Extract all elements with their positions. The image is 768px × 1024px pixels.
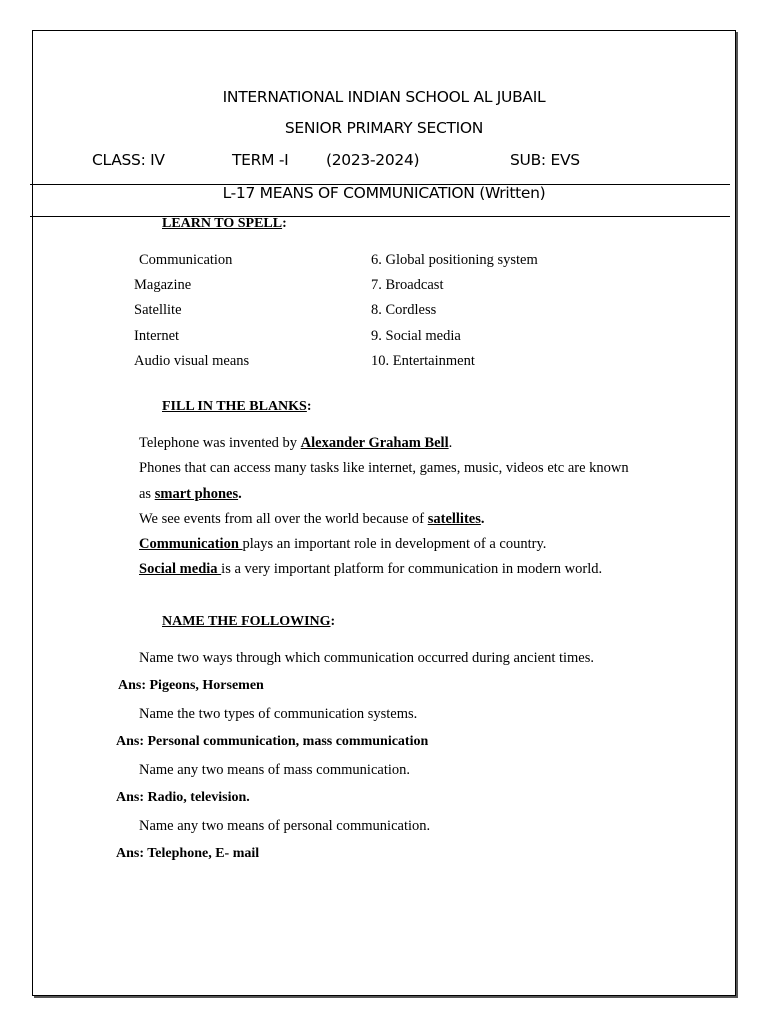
spell-word: 7. Broadcast — [371, 277, 444, 293]
term-label: TERM -I — [232, 151, 289, 169]
section-name: SENIOR PRIMARY SECTION — [284, 119, 484, 137]
class-label: CLASS: IV — [92, 151, 165, 169]
answer: Ans: Personal communication, mass communication — [116, 734, 429, 749]
blank-answer: Social media — [139, 561, 222, 577]
question: Name two ways through which communication occurred during ancient times. — [139, 650, 595, 666]
blank-answer: smart phones — [154, 486, 239, 502]
spell-word: 9. Social media — [371, 328, 461, 344]
subject-label: SUB: EVS — [510, 151, 580, 169]
lesson-divider — [30, 216, 730, 217]
blanks-heading: FILL IN THE BLANKS: — [162, 399, 312, 414]
question: Name any two means of mass communication. — [139, 762, 411, 778]
spell-word: 10. Entertainment — [371, 353, 475, 369]
blank-answer: satellites — [427, 511, 481, 527]
answer: Ans: Pigeons, Horsemen — [118, 678, 264, 693]
answer: Ans: Radio, television. — [116, 790, 250, 805]
blank-sentence: We see events from all over the world because of satellites. — [139, 511, 485, 527]
spell-word: 8. Cordless — [371, 302, 437, 318]
spell-word: 6. Global positioning system — [371, 252, 538, 268]
blank-sentence: Communication plays an important role in development of a country. — [139, 536, 547, 552]
lesson-title: L-17 MEANS OF COMMUNICATION (Written) — [222, 184, 546, 202]
spell-word: Magazine — [134, 277, 192, 293]
answer: Ans: Telephone, E- mail — [116, 846, 260, 861]
spell-word: Communication — [139, 252, 233, 268]
blank-sentence: Phones that can access many tasks like internet, games, music, videos etc are known — [139, 460, 629, 476]
blank-sentence: Social media is a very important platform for communication in modern world. — [139, 561, 603, 577]
question: Name the two types of communication systems. — [139, 706, 418, 722]
blank-sentence: Telephone was invented by Alexander Graham Bell. — [139, 435, 453, 451]
spell-heading: LEARN TO SPELL: — [162, 216, 287, 231]
blank-sentence: as smart phones. — [139, 486, 242, 502]
blank-answer: Communication — [139, 536, 243, 552]
blank-answer: Alexander Graham Bell — [300, 435, 449, 451]
academic-year: (2023-2024) — [326, 151, 420, 169]
school-name: INTERNATIONAL INDIAN SCHOOL AL JUBAIL — [222, 88, 546, 106]
spell-word: Satellite — [134, 302, 182, 318]
name-following-heading: NAME THE FOLLOWING: — [162, 614, 336, 629]
spell-word: Audio visual means — [134, 353, 250, 369]
question: Name any two means of personal communication. — [139, 818, 431, 834]
spell-word: Internet — [134, 328, 180, 344]
